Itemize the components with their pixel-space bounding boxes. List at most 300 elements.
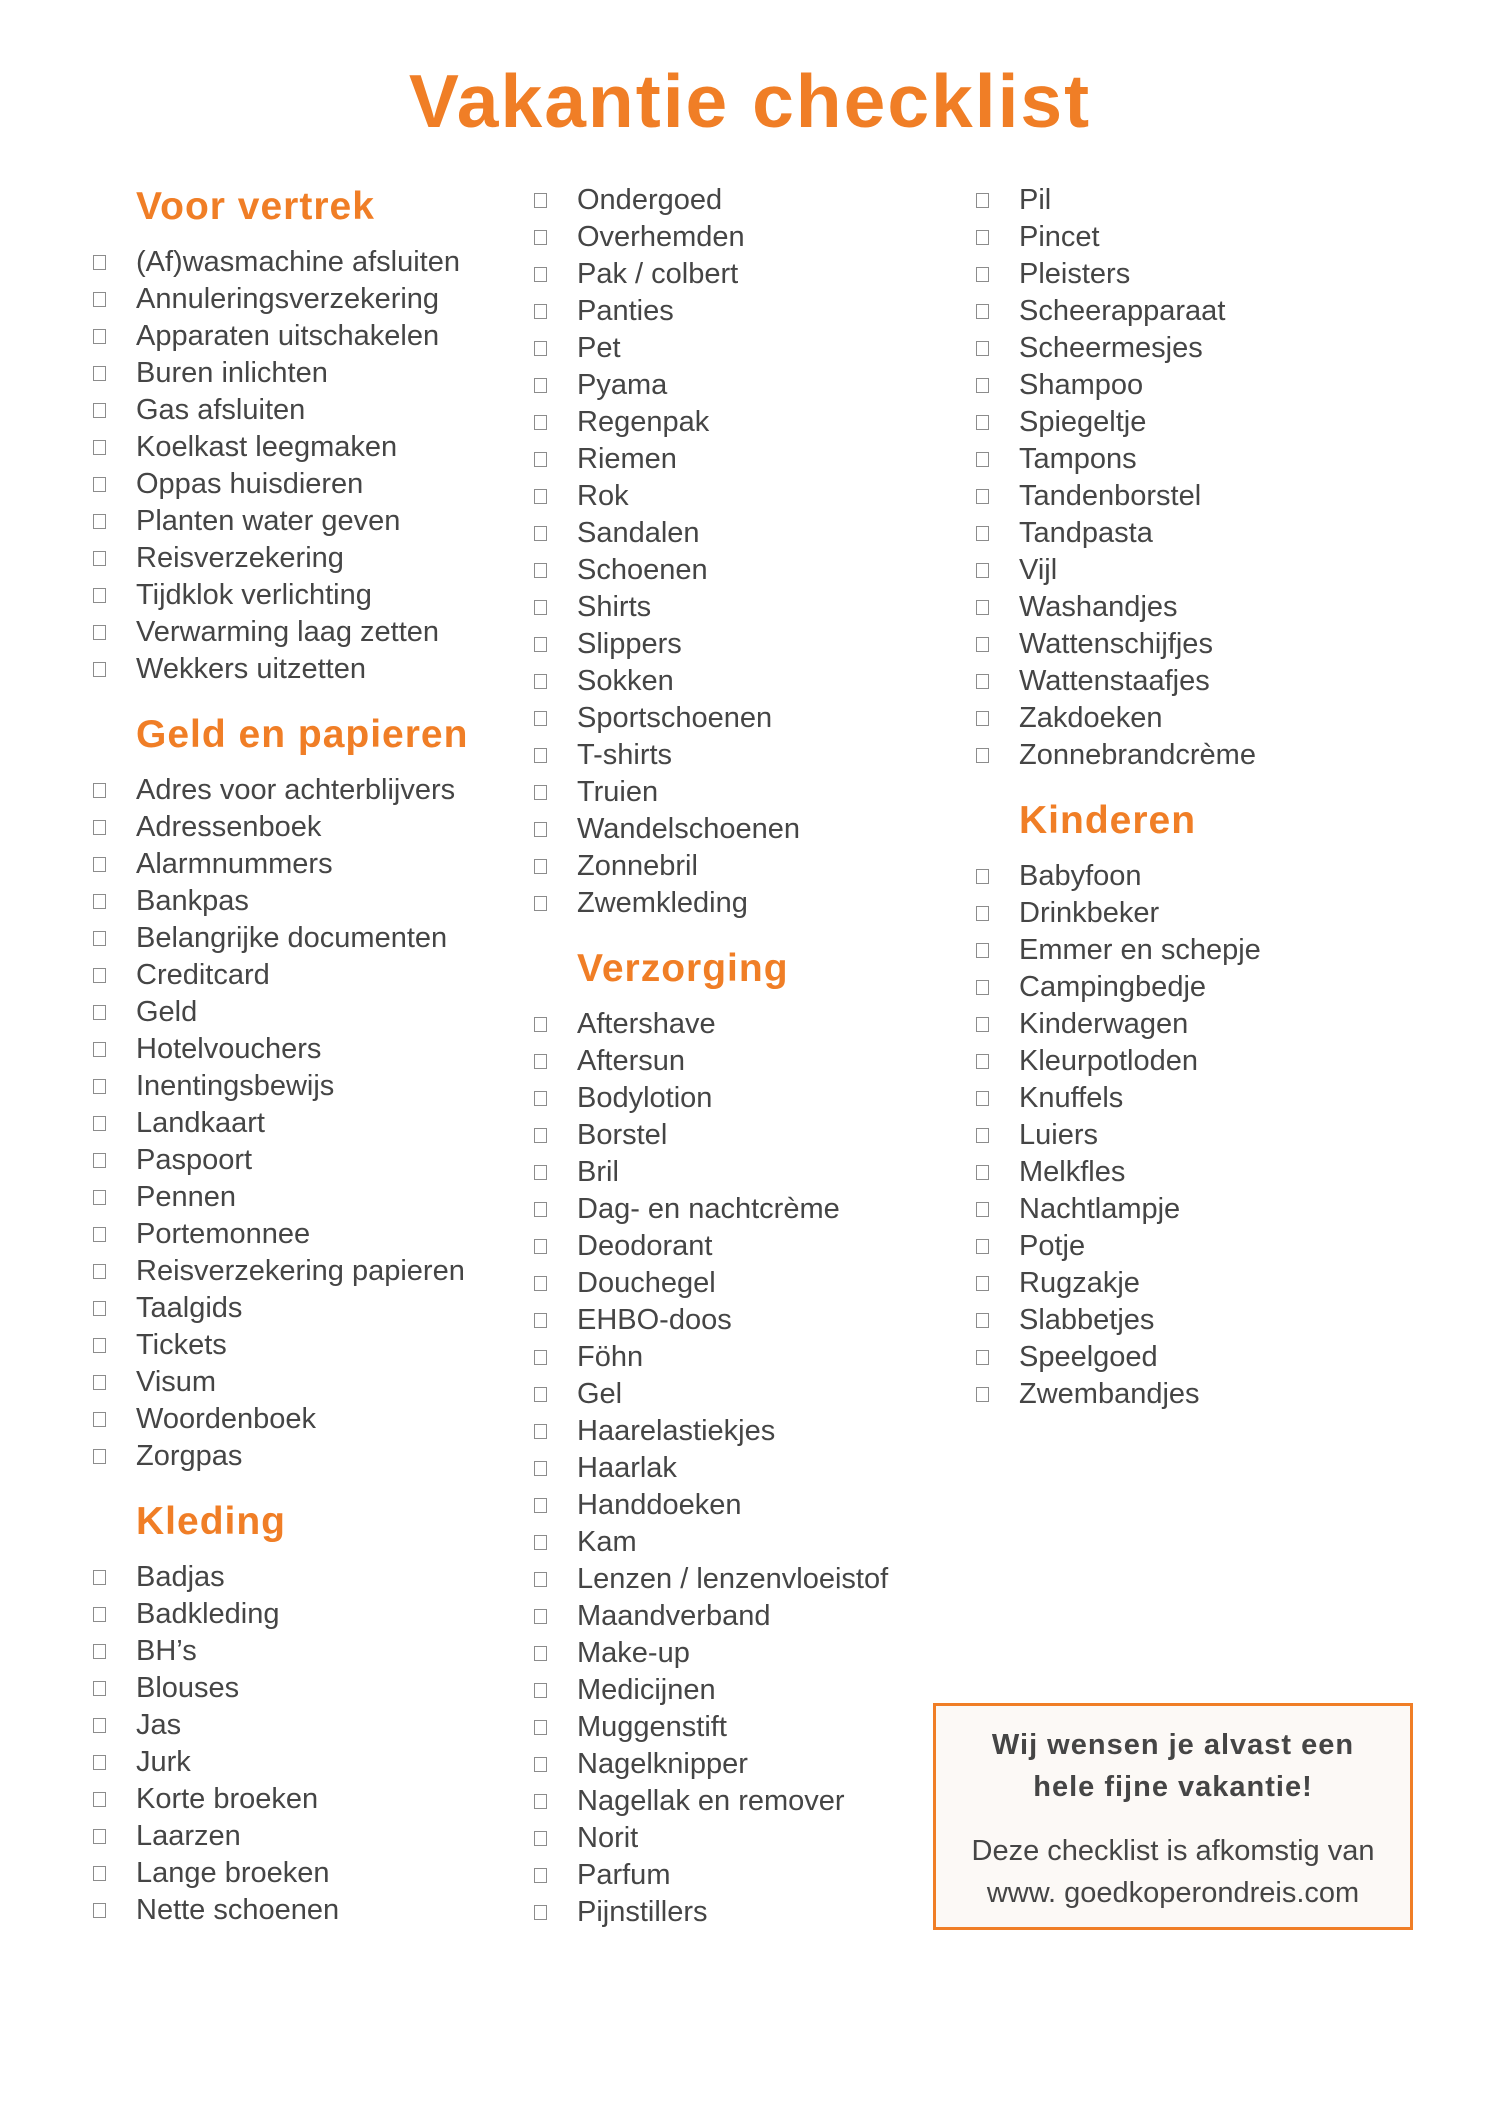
checklist-item-label: Rugzakje (1019, 1267, 1140, 1299)
checklist-item-label: Panties (577, 295, 674, 327)
checkbox[interactable] (534, 896, 547, 911)
checklist-item-label: Wattenschijfjes (1019, 628, 1213, 660)
checklist (973, 858, 1393, 1413)
checkbox[interactable] (534, 452, 547, 467)
checklist-item-label: Planten water geven (136, 505, 401, 537)
checklist-item-label: Portemonnee (136, 1218, 311, 1250)
checklist-item (90, 1179, 510, 1216)
checklist-item-label: Muggenstift (577, 1711, 727, 1743)
checkbox[interactable] (534, 1535, 547, 1550)
checkbox[interactable] (93, 1227, 106, 1242)
checkbox[interactable] (93, 894, 106, 909)
checklist-item (531, 552, 951, 589)
checklist-item (90, 772, 510, 809)
checklist-item-label: Adressenboek (136, 811, 322, 843)
checklist-item-label: Blouses (136, 1672, 240, 1704)
checkbox[interactable] (976, 943, 989, 958)
checklist-item-label: Speelgoed (1019, 1341, 1158, 1373)
checklist-item (531, 1894, 951, 1931)
checklist-item-label: Pak / colbert (577, 258, 739, 290)
checklist-item (973, 478, 1393, 515)
checklist-item (531, 1080, 951, 1117)
checklist-item (531, 1413, 951, 1450)
checklist-item (90, 355, 510, 392)
section-heading: Verzorging (577, 947, 789, 990)
checklist-item (531, 700, 951, 737)
checkbox[interactable] (93, 403, 106, 418)
checkbox[interactable] (534, 1572, 547, 1587)
checkbox[interactable] (93, 1755, 106, 1770)
checkbox[interactable] (976, 980, 989, 995)
checklist-item (90, 614, 510, 651)
checkbox[interactable] (976, 230, 989, 245)
checklist-item (90, 1216, 510, 1253)
checklist-item (90, 920, 510, 957)
checklist-item (531, 885, 951, 922)
checkbox[interactable] (93, 329, 106, 344)
checklist-item-label: Washandjes (1019, 591, 1178, 623)
checkbox[interactable] (534, 1054, 547, 1069)
checklist-item (90, 1253, 510, 1290)
checklist-item (973, 1080, 1393, 1117)
checklist-item (90, 540, 510, 577)
checkbox[interactable] (93, 514, 106, 529)
checklist-item (90, 244, 510, 281)
checkbox[interactable] (534, 267, 547, 282)
checklist-item-label: EHBO-doos (577, 1304, 732, 1336)
checklist-item (531, 1043, 951, 1080)
checkbox[interactable] (93, 1644, 106, 1659)
checklist-item (531, 330, 951, 367)
checkbox[interactable] (93, 1903, 106, 1918)
checklist-item (973, 441, 1393, 478)
checklist-item-label: Ondergoed (577, 184, 723, 216)
checkbox[interactable] (976, 674, 989, 689)
checklist-item-label: Overhemden (577, 221, 745, 253)
checkbox[interactable] (93, 551, 106, 566)
checklist-item (90, 809, 510, 846)
checkbox[interactable] (534, 1424, 547, 1439)
checkbox[interactable] (534, 415, 547, 430)
checklist-item-label: Sandalen (577, 517, 700, 549)
checkbox[interactable] (534, 1757, 547, 1772)
checkbox[interactable] (93, 1375, 106, 1390)
checkbox[interactable] (93, 968, 106, 983)
checklist-item-label: Haarlak (577, 1452, 677, 1484)
checkbox[interactable] (93, 1792, 106, 1807)
checklist-item-label: Shirts (577, 591, 652, 623)
checkbox[interactable] (534, 1017, 547, 1032)
checkbox[interactable] (534, 1202, 547, 1217)
checkbox[interactable] (534, 1387, 547, 1402)
checkbox[interactable] (534, 378, 547, 393)
checklist-item-label: Zwembandjes (1019, 1378, 1200, 1410)
checkbox[interactable] (976, 1276, 989, 1291)
checklist (90, 772, 510, 1475)
checkbox[interactable] (534, 1794, 547, 1809)
checklist-item (531, 1154, 951, 1191)
checklist-item-label: Visum (136, 1366, 217, 1398)
checklist-item-label: Jurk (136, 1746, 191, 1778)
checklist-item-label: Sportschoenen (577, 702, 773, 734)
section-heading: Kleding (136, 1500, 286, 1543)
checklist-item (973, 700, 1393, 737)
checklist-item-label: Campingbedje (1019, 971, 1207, 1003)
checklist-item (973, 589, 1393, 626)
checklist-item-label: Koelkast leegmaken (136, 431, 398, 463)
checklist-item (90, 1438, 510, 1475)
checklist-item-label: Scheermesjes (1019, 332, 1203, 364)
checkbox[interactable] (976, 304, 989, 319)
checklist-item (531, 626, 951, 663)
checkbox[interactable] (976, 1091, 989, 1106)
checklist-item-label: Pincet (1019, 221, 1100, 253)
checkbox[interactable] (534, 489, 547, 504)
checkbox[interactable] (534, 600, 547, 615)
checklist-item-label: Bankpas (136, 885, 249, 917)
checkbox[interactable] (534, 1683, 547, 1698)
checkbox[interactable] (976, 452, 989, 467)
checklist-item (973, 1339, 1393, 1376)
checkbox[interactable] (534, 674, 547, 689)
checkbox[interactable] (93, 783, 106, 798)
checklist-item-label: Badkleding (136, 1598, 280, 1630)
checkbox[interactable] (93, 820, 106, 835)
checkbox[interactable] (534, 341, 547, 356)
checkbox[interactable] (534, 748, 547, 763)
checklist-item (531, 1265, 951, 1302)
checkbox[interactable] (534, 1498, 547, 1513)
checklist-item (90, 1781, 510, 1818)
checkbox[interactable] (93, 588, 106, 603)
checkbox[interactable] (976, 341, 989, 356)
checklist-item (973, 932, 1393, 969)
checklist-item (973, 404, 1393, 441)
checklist-item-label: Alarmnummers (136, 848, 333, 880)
checkbox[interactable] (976, 1313, 989, 1328)
checklist-item (531, 404, 951, 441)
checklist-item-label: Knuffels (1019, 1082, 1124, 1114)
checklist-item (90, 1105, 510, 1142)
checklist-item (531, 367, 951, 404)
checkbox[interactable] (534, 1350, 547, 1365)
checkbox[interactable] (534, 859, 547, 874)
checklist-item-label: Tandenborstel (1019, 480, 1202, 512)
checkbox[interactable] (93, 1681, 106, 1696)
checkbox[interactable] (93, 1718, 106, 1733)
checklist-item-label: Wandelschoenen (577, 813, 801, 845)
checkbox[interactable] (534, 304, 547, 319)
checklist-item (531, 1339, 951, 1376)
checkbox[interactable] (534, 1868, 547, 1883)
checkbox[interactable] (976, 906, 989, 921)
checkbox[interactable] (976, 748, 989, 763)
checkbox[interactable] (93, 1866, 106, 1881)
checkbox[interactable] (976, 378, 989, 393)
checklist-item-label: Spiegeltje (1019, 406, 1147, 438)
checklist-item-label: Nagelknipper (577, 1748, 748, 1780)
checklist-item-label: Hotelvouchers (136, 1033, 322, 1065)
checkbox[interactable] (534, 1646, 547, 1661)
checklist-item (973, 1117, 1393, 1154)
checkbox[interactable] (976, 563, 989, 578)
checklist-item-label: Zonnebrandcrème (1019, 739, 1256, 771)
checklist-item-label: Scheerapparaat (1019, 295, 1226, 327)
checklist-item-label: Potje (1019, 1230, 1086, 1262)
checklist-item-label: Geld (136, 996, 198, 1028)
checkbox[interactable] (976, 1350, 989, 1365)
checkbox[interactable] (534, 1276, 547, 1291)
checkbox[interactable] (93, 1005, 106, 1020)
checklist-item-label: Reisverzekering papieren (136, 1255, 465, 1287)
checklist-item-label: Gas afsluiten (136, 394, 306, 426)
checkbox[interactable] (93, 366, 106, 381)
checklist-item-label: Maandverband (577, 1600, 771, 1632)
checklist-item-label: Pleisters (1019, 258, 1131, 290)
checklist-item-label: Belangrijke documenten (136, 922, 448, 954)
checkbox[interactable] (93, 1042, 106, 1057)
checkbox[interactable] (93, 857, 106, 872)
checklist-item (90, 1290, 510, 1327)
checklist-item-label: Pil (1019, 184, 1052, 216)
checklist-item-label: Medicijnen (577, 1674, 716, 1706)
checklist-item-label: Truien (577, 776, 659, 808)
checklist-item (973, 330, 1393, 367)
checkbox[interactable] (976, 193, 989, 208)
checklist-item-label: Bril (577, 1156, 619, 1188)
checklist-item (90, 994, 510, 1031)
checklist-item-label: Apparaten uitschakelen (136, 320, 440, 352)
section-heading: Voor vertrek (136, 185, 375, 228)
checkbox[interactable] (976, 711, 989, 726)
checklist-item-label: Landkaart (136, 1107, 265, 1139)
checklist-item (90, 1707, 510, 1744)
checkbox[interactable] (93, 931, 106, 946)
checkbox[interactable] (976, 637, 989, 652)
checkbox[interactable] (976, 1165, 989, 1180)
checklist-item-label: Pyama (577, 369, 668, 401)
checklist-item-label: Wekkers uitzetten (136, 653, 366, 685)
column-1 (90, 182, 510, 1929)
note-wish-line-2: hele fijne vakantie! (1033, 1771, 1313, 1803)
checklist-item-label: Nachtlampje (1019, 1193, 1181, 1225)
checklist-item-label: Badjas (136, 1561, 225, 1593)
checkbox[interactable] (93, 1301, 106, 1316)
checkbox[interactable] (93, 1829, 106, 1844)
checkbox[interactable] (93, 1607, 106, 1622)
checklist-item (531, 1635, 951, 1672)
checklist-item (531, 1302, 951, 1339)
checklist-item (973, 895, 1393, 932)
closing-note (933, 1703, 1413, 1930)
checkbox[interactable] (93, 477, 106, 492)
checklist (90, 1559, 510, 1929)
checkbox[interactable] (534, 1128, 547, 1143)
checklist-item (531, 515, 951, 552)
checklist-item (90, 1401, 510, 1438)
checklist-item (531, 774, 951, 811)
checkbox[interactable] (534, 230, 547, 245)
checklist-item (531, 1746, 951, 1783)
checklist-item (90, 1327, 510, 1364)
checklist-item (90, 1818, 510, 1855)
checkbox[interactable] (976, 526, 989, 541)
checklist-item-label: Lange broeken (136, 1857, 330, 1889)
checkbox[interactable] (93, 1264, 106, 1279)
checklist-item-label: T-shirts (577, 739, 673, 771)
checklist-item (973, 1376, 1393, 1413)
checklist-item-label: Parfum (577, 1859, 671, 1891)
checklist-item (973, 1302, 1393, 1339)
checkbox[interactable] (534, 1313, 547, 1328)
checklist-item (90, 846, 510, 883)
section-heading: Kinderen (1019, 799, 1197, 842)
note-wish-line-1: Wij wensen je alvast een (991, 1729, 1355, 1761)
checklist-item (531, 1598, 951, 1635)
checklist-item (973, 367, 1393, 404)
checklist-item (973, 663, 1393, 700)
checkbox[interactable] (93, 1449, 106, 1464)
checklist-item-label: Paspoort (136, 1144, 253, 1176)
checkbox[interactable] (93, 1190, 106, 1205)
checkbox[interactable] (93, 662, 106, 677)
checklist-item-label: Handdoeken (577, 1489, 742, 1521)
checklist-item-label: Babyfoon (1019, 860, 1142, 892)
checklist-item-label: Bodylotion (577, 1082, 713, 1114)
checkbox[interactable] (976, 600, 989, 615)
checkbox[interactable] (534, 711, 547, 726)
checklist-item (973, 737, 1393, 774)
checkbox[interactable] (534, 1720, 547, 1735)
checklist-item (531, 1672, 951, 1709)
checkbox[interactable] (976, 1387, 989, 1402)
checkbox[interactable] (534, 193, 547, 208)
checklist-item-label: Pijnstillers (577, 1896, 708, 1928)
checkbox[interactable] (534, 1831, 547, 1846)
checklist (531, 1006, 951, 1931)
checklist-item (531, 1561, 951, 1598)
checklist-item-label: Tampons (1019, 443, 1137, 475)
checkbox[interactable] (93, 440, 106, 455)
checkbox[interactable] (534, 785, 547, 800)
checklist-item (531, 1376, 951, 1413)
checklist-item-label: Föhn (577, 1341, 644, 1373)
checklist-item (90, 281, 510, 318)
column-3 (973, 182, 1393, 1413)
checklist-item (531, 589, 951, 626)
checklist-item-label: Kam (577, 1526, 637, 1558)
checkbox[interactable] (976, 869, 989, 884)
checklist-item-label: Annuleringsverzekering (136, 283, 440, 315)
checkbox[interactable] (93, 292, 106, 307)
checkbox[interactable] (534, 1905, 547, 1920)
checklist-item (90, 1744, 510, 1781)
checkbox[interactable] (534, 1239, 547, 1254)
checklist-item (973, 1006, 1393, 1043)
checklist-item-label: Deodorant (577, 1230, 713, 1262)
checklist-item-label: Adres voor achterblijvers (136, 774, 456, 806)
checklist-item-label: Zakdoeken (1019, 702, 1163, 734)
checkbox[interactable] (976, 1017, 989, 1032)
checklist-item (973, 256, 1393, 293)
checklist-item (90, 1142, 510, 1179)
checkbox[interactable] (976, 1202, 989, 1217)
checklist-item (973, 858, 1393, 895)
checkbox[interactable] (534, 1091, 547, 1106)
checklist-item (531, 848, 951, 885)
checklist-item (531, 182, 951, 219)
checkbox[interactable] (976, 415, 989, 430)
checklist (973, 182, 1393, 774)
checkbox[interactable] (93, 1570, 106, 1585)
checklist-item (531, 663, 951, 700)
checkbox[interactable] (93, 1079, 106, 1094)
checkbox[interactable] (93, 625, 106, 640)
checkbox[interactable] (534, 1461, 547, 1476)
checklist-item (973, 515, 1393, 552)
checklist-item (531, 1783, 951, 1820)
checkbox[interactable] (534, 563, 547, 578)
checklist-item (531, 1006, 951, 1043)
checkbox[interactable] (534, 526, 547, 541)
checkbox[interactable] (976, 489, 989, 504)
column-2 (531, 182, 951, 1931)
checklist-item-label: Wattenstaafjes (1019, 665, 1210, 697)
checkbox[interactable] (976, 267, 989, 282)
checkbox[interactable] (93, 255, 106, 270)
checklist-item-label: Schoenen (577, 554, 708, 586)
checklist-item-label: Oppas huisdieren (136, 468, 364, 500)
checkbox[interactable] (976, 1239, 989, 1254)
checklist-item-label: Nagellak en remover (577, 1785, 845, 1817)
checklist-item-label: Korte broeken (136, 1783, 319, 1815)
checklist-item (90, 1364, 510, 1401)
checklist-item (531, 1228, 951, 1265)
checklist-item (90, 1559, 510, 1596)
checklist-item-label: Rok (577, 480, 629, 512)
checklist-item-label: Creditcard (136, 959, 270, 991)
checkbox[interactable] (93, 1153, 106, 1168)
checklist-item-label: Melkfles (1019, 1156, 1126, 1188)
checklist-item (90, 577, 510, 614)
checklist-item-label: Zwemkleding (577, 887, 748, 919)
checkbox[interactable] (976, 1054, 989, 1069)
checklist-item (973, 293, 1393, 330)
checkbox[interactable] (93, 1116, 106, 1131)
checklist-item (90, 466, 510, 503)
checkbox[interactable] (976, 1128, 989, 1143)
checklist-item-label: Taalgids (136, 1292, 243, 1324)
checklist-item-label: Luiers (1019, 1119, 1098, 1151)
checkbox[interactable] (534, 822, 547, 837)
checklist-item-label: Riemen (577, 443, 677, 475)
checklist-item-label: BH’s (136, 1635, 197, 1667)
checklist-item (531, 1709, 951, 1746)
checklist-item-label: Slabbetjes (1019, 1304, 1155, 1336)
checklist-item (90, 1596, 510, 1633)
checkbox[interactable] (534, 1609, 547, 1624)
note-source-line: Deze checklist is afkomstig van (971, 1835, 1375, 1867)
checkbox[interactable] (534, 637, 547, 652)
checklist-item (531, 1857, 951, 1894)
checkbox[interactable] (93, 1338, 106, 1353)
checklist-item (973, 1154, 1393, 1191)
note-website: www. goedkoperondreis.com (986, 1877, 1360, 1909)
checkbox[interactable] (534, 1165, 547, 1180)
checkbox[interactable] (93, 1412, 106, 1427)
checklist-item (531, 1524, 951, 1561)
checklist-item-label: Regenpak (577, 406, 710, 438)
